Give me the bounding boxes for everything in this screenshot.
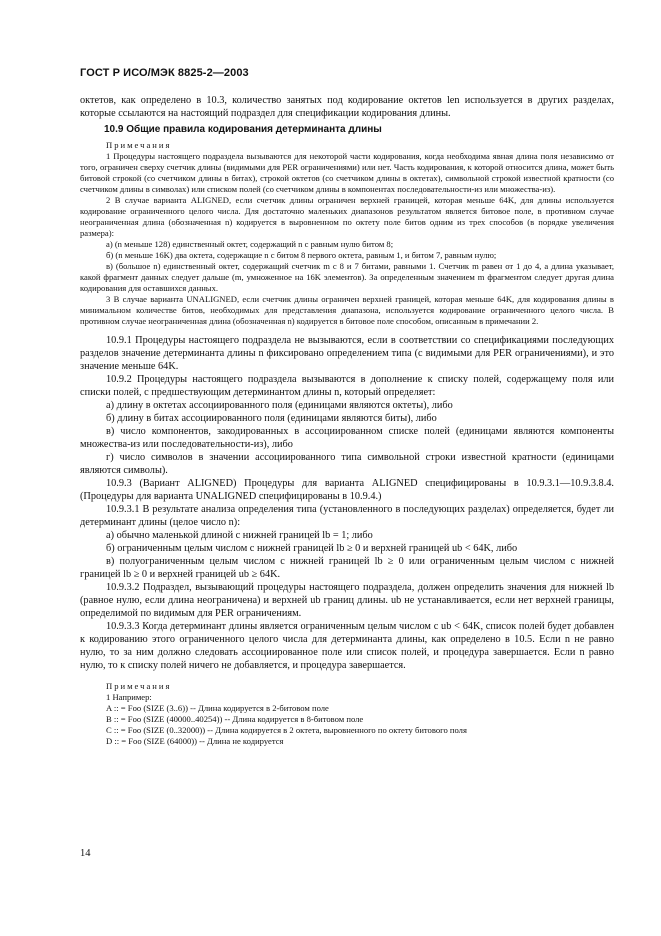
note-2-item-a: а) (n меньше 128) единственный октет, содержащий n с равным нулю битом 8; xyxy=(106,239,394,249)
clause-10-9-2-b: б) длину в битах ассоциированного поля (единицами являются биты), либо xyxy=(106,413,437,424)
clause-10-9-3-2: 10.9.3.2 Подраздел, вызывающий процедуры настоящего подраздела, должен определить значения для нижней lb (равное нулю, если длина неограничена) и верхней ub границ длины. ub не устанавливается, если нет верхней границы, определимой по видимым для PER ограничениям. xyxy=(80,582,614,619)
clause-10-9-3-1-b: б) ограниченным целым числом с нижней границей lb ≥ 0 и верхней границей ub < 64K, либо xyxy=(106,543,518,554)
clause-10-9-2: 10.9.2 Процедуры настоящего подраздела вызываются в дополнение к списку полей, содержащему поля или списки полей, с предшествующим детерминантом длины n, который определяет: xyxy=(80,374,614,398)
code-line-a: A :: = Foo (SIZE (3..6)) -- Длина кодируется в 2-битовом поле xyxy=(106,703,329,713)
note-2-item-b: б) (n меньше 16K) два октета, содержащие n с битом 8 первого октета, равным 1, и битом 7, равным нулю; xyxy=(106,250,497,260)
code-line-c: C :: = Foo (SIZE (0..32000)) -- Длина кодируется в 2 октета, выровненного по октету битового поля xyxy=(106,725,467,735)
notes-block-1 xyxy=(80,140,614,327)
code-line-d: D :: = Foo (SIZE (64000)) -- Длина не кодируется xyxy=(106,736,284,746)
document-header: ГОСТ Р ИСО/МЭК 8825-2—2003 xyxy=(80,67,249,79)
note-example-label: 1 Например: xyxy=(106,692,152,702)
clause-10-9-3-3: 10.9.3.3 Когда детерминант длины является ограниченным целым числом с ub < 64K, список полей будет добавлен к кодированию этого ограниченного целого числа для детерминанта длины, как определено в 10.5. Если n не равно нулю, то за ним должно следовать ассоциированное поле или список полей, и процедура завершается. Если n равно нулю, то к списку полей ничего не добавляется, и процедура завершается. xyxy=(80,621,614,671)
notes-block-2 xyxy=(80,681,614,747)
note-2: 2 В случае варианта ALIGNED, если счетчик длины ограничен верхней границей, которая меньше 64K, для длины используется кодирование ограниченного целого числа. Для достаточно маленьких диапазонов результатом является битовое поле, в противном случае неограниченная длина (обозначенная n) кодируется в выровненном по октету поле битов одним из трех способов (в порядке увеличения размера): xyxy=(80,195,614,238)
clause-10-9-2-d: г) число символов в значении ассоциированного типа символьной строки известной кратности (единицами являются символы). xyxy=(80,452,614,476)
page-body xyxy=(80,94,614,747)
note-2-item-c: в) (большое n) единственный октет, содержащий счетчик m с 8 и 7 битами, равными 1. Счетчик m равен от 1 до 4, а длина указывает, какой фрагмент данных следует дальше (m, умноженное на 16K элементов). За определенным значением m фрагментом следует другая длина кодирования для оставшихся данных. xyxy=(80,261,614,293)
page-number: 14 xyxy=(80,848,91,859)
section-heading: 10.9 Общие правила кодирования детерминанта длины xyxy=(104,124,382,135)
notes-heading: Примечания xyxy=(106,140,172,150)
code-line-b: B :: = Foo (SIZE (40000..40254)) -- Длина кодируется в 8-битовом поле xyxy=(106,714,364,724)
clause-10-9-3-1-a: а) обычно маленькой длиной с нижней границей lb = 1; либо xyxy=(106,530,373,541)
clause-10-9-3-1-c: в) полуограниченным целым числом с нижней границей lb ≥ 0 или ограниченным целым числом с нижней границей lb ≥ 0 и верхней границей ub ≥ 64K. xyxy=(80,556,614,580)
notes-heading-2: Примечания xyxy=(106,681,172,691)
clause-10-9-3-1: 10.9.3.1 В результате анализа определения типа (установленного в последующих разделах) определяется, будет ли детерминант длины (целое число n): xyxy=(80,504,614,528)
note-1: 1 Процедуры настоящего подраздела вызываются для некоторой части кодирования, когда необходима явная длина поля независимо от того, ограничен сверху счетчик длины (видимыми для PER ограничениями) или нет. Часть кодирования, к которой относится длина, может быть битовой строкой (со счетчиком длины в битах), строкой октетов (со счетчиком длины в октетах), символьной строкой известной кратности (со счетчиком длины в символах) или списком полей (со счетчиком длины в компонентах последовательности-из или множества-из). xyxy=(80,151,614,194)
intro-paragraph: октетов, как определено в 10.3, количество занятых под кодирование октетов len используется в других разделах, которые ссылаются на настоящий подраздел для спецификации кодирования длины. xyxy=(80,95,614,119)
clause-10-9-1: 10.9.1 Процедуры настоящего подраздела не вызываются, если в соответствии со спецификациями последующих разделов значение детерминанта длины n фиксировано определением типа (с видимыми для PER ограничениями), и это значение меньше 64K. xyxy=(80,335,614,372)
note-3: 3 В случае варианта UNALIGNED, если счетчик длины ограничен верхней границей, которая меньше 64K, для кодирования длины в минимальном количестве битов, необходимых для представления диапазона, используется кодирование ограниченного целого числа. В противном случае неограниченная длина (обозначенная n) кодируется в битовое поле способом, описанным в примечании 2. xyxy=(80,294,614,326)
clause-10-9-3: 10.9.3 (Вариант ALIGNED) Процедуры для варианта ALIGNED специфицированы в 10.9.3.1—10.9.3.8.4. (Процедуры для варианта UNALIGNED специфицированы в 10.9.4.) xyxy=(80,478,614,502)
clause-10-9-2-c: в) число компонентов, закодированных в ассоциированном списке полей (единицами являются компоненты множества-из или последовательности-из), либо xyxy=(80,426,614,450)
clause-10-9-2-a: а) длину в октетах ассоциированного поля (единицами являются октеты), либо xyxy=(106,400,453,411)
